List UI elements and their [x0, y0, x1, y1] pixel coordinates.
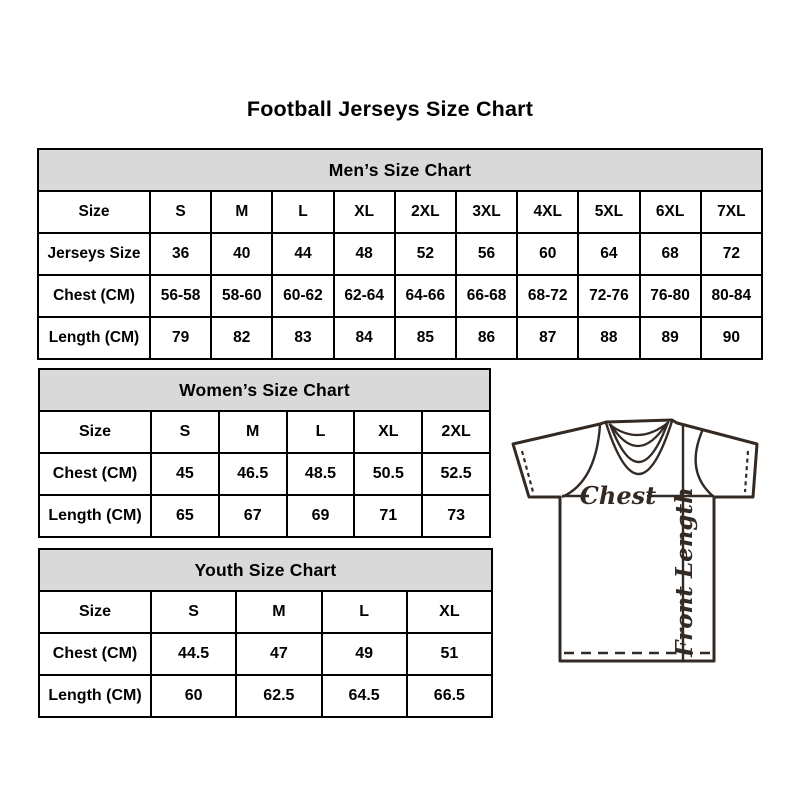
value-cell: 67	[219, 495, 287, 537]
mens-size-table	[37, 148, 763, 360]
value-cell: 69	[287, 495, 355, 537]
value-cell: 79	[150, 317, 211, 359]
value-cell: 46.5	[219, 453, 287, 495]
value-cell: S	[150, 191, 211, 233]
table-row	[38, 191, 762, 233]
table-row	[38, 233, 762, 275]
value-cell: 51	[407, 633, 492, 675]
value-cell: 66.5	[407, 675, 492, 717]
table-title: Youth Size Chart	[39, 549, 492, 591]
value-cell: 72-76	[578, 275, 639, 317]
value-cell: 73	[422, 495, 490, 537]
row-label-cell: Chest (CM)	[38, 275, 150, 317]
value-cell: 48	[334, 233, 395, 275]
right-cuff-stitch-dashes	[745, 451, 748, 492]
table-title-row	[39, 549, 492, 591]
value-cell: 64.5	[322, 675, 407, 717]
value-cell: 90	[701, 317, 762, 359]
value-cell: L	[272, 191, 333, 233]
womens-size-table	[38, 368, 491, 538]
value-cell: 64	[578, 233, 639, 275]
page-title: Football Jerseys Size Chart	[246, 97, 534, 121]
value-cell: 62-64	[334, 275, 395, 317]
value-cell: L	[322, 591, 407, 633]
youth-size-table	[38, 548, 493, 718]
value-cell: XL	[334, 191, 395, 233]
value-cell: 60	[151, 675, 236, 717]
value-cell: 2XL	[422, 411, 490, 453]
value-cell: 56	[456, 233, 517, 275]
value-cell: 52	[395, 233, 456, 275]
value-cell: 7XL	[701, 191, 762, 233]
row-label-cell: Size	[38, 191, 150, 233]
table-title: Women’s Size Chart	[39, 369, 490, 411]
table-row	[38, 275, 762, 317]
chest-label: Chest	[579, 481, 657, 510]
value-cell: 71	[354, 495, 422, 537]
value-cell: 86	[456, 317, 517, 359]
value-cell: XL	[354, 411, 422, 453]
table-title-row	[39, 369, 490, 411]
right-sleeve-seam	[696, 429, 714, 497]
table-row	[39, 495, 490, 537]
row-label-cell: Length (CM)	[39, 675, 151, 717]
value-cell: 40	[211, 233, 272, 275]
value-cell: 87	[517, 317, 578, 359]
table-title: Men’s Size Chart	[38, 149, 762, 191]
value-cell: S	[151, 591, 236, 633]
value-cell: 3XL	[456, 191, 517, 233]
value-cell: 68	[640, 233, 701, 275]
value-cell: 60-62	[272, 275, 333, 317]
value-cell: 56-58	[150, 275, 211, 317]
left-cuff-stitch-dashes	[522, 451, 533, 492]
value-cell: XL	[407, 591, 492, 633]
value-cell: 58-60	[211, 275, 272, 317]
value-cell: 6XL	[640, 191, 701, 233]
value-cell: 52.5	[422, 453, 490, 495]
value-cell: 88	[578, 317, 639, 359]
value-cell: 65	[151, 495, 219, 537]
value-cell: 49	[322, 633, 407, 675]
table-row	[39, 411, 490, 453]
row-label-cell: Size	[39, 411, 151, 453]
row-label-cell: Length (CM)	[39, 495, 151, 537]
value-cell: 2XL	[395, 191, 456, 233]
jersey-measurement-diagram	[505, 408, 777, 670]
value-cell: 60	[517, 233, 578, 275]
value-cell: M	[211, 191, 272, 233]
value-cell: 36	[150, 233, 211, 275]
jersey-outline	[513, 420, 757, 661]
value-cell: 50.5	[354, 453, 422, 495]
value-cell: 84	[334, 317, 395, 359]
value-cell: 5XL	[578, 191, 639, 233]
value-cell: 47	[236, 633, 321, 675]
value-cell: 48.5	[287, 453, 355, 495]
value-cell: 76-80	[640, 275, 701, 317]
row-label-cell: Jerseys Size	[38, 233, 150, 275]
table-title-row	[38, 149, 762, 191]
table-row	[39, 453, 490, 495]
table-row	[38, 317, 762, 359]
row-label-cell: Chest (CM)	[39, 633, 151, 675]
value-cell: 62.5	[236, 675, 321, 717]
value-cell: 72	[701, 233, 762, 275]
value-cell: 68-72	[517, 275, 578, 317]
value-cell: 45	[151, 453, 219, 495]
table-row	[39, 675, 492, 717]
value-cell: S	[151, 411, 219, 453]
value-cell: L	[287, 411, 355, 453]
value-cell: M	[236, 591, 321, 633]
value-cell: 66-68	[456, 275, 517, 317]
row-label-cell: Chest (CM)	[39, 453, 151, 495]
value-cell: 89	[640, 317, 701, 359]
row-label-cell: Size	[39, 591, 151, 633]
value-cell: 85	[395, 317, 456, 359]
value-cell: 4XL	[517, 191, 578, 233]
value-cell: 82	[211, 317, 272, 359]
value-cell: 64-66	[395, 275, 456, 317]
row-label-cell: Length (CM)	[38, 317, 150, 359]
value-cell: M	[219, 411, 287, 453]
value-cell: 83	[272, 317, 333, 359]
value-cell: 44.5	[151, 633, 236, 675]
front-length-label: Front Length	[671, 487, 698, 657]
value-cell: 44	[272, 233, 333, 275]
table-row	[39, 633, 492, 675]
table-row	[39, 591, 492, 633]
value-cell: 80-84	[701, 275, 762, 317]
